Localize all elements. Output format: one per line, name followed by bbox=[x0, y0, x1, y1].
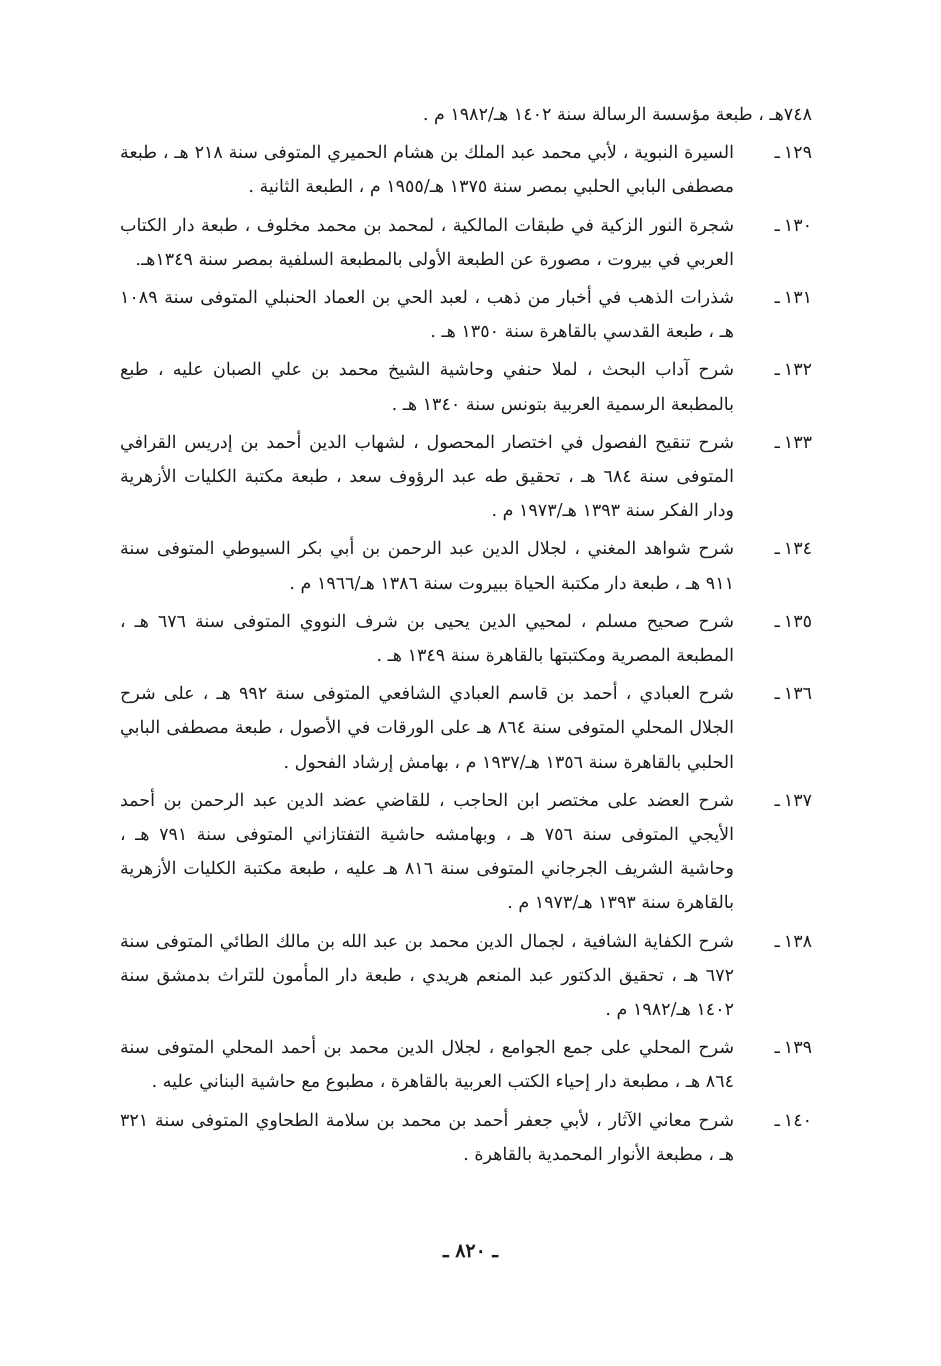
bibliography-entry-135 bbox=[120, 605, 812, 673]
entry-number: ١٣٧ـ bbox=[774, 790, 812, 811]
bibliography-entry-136 bbox=[120, 677, 812, 780]
entry-text: السيرة النبوية ، لأبي محمد عبد الملك بن هشام الحميري المتوفى سنة ٢١٨ هـ ، طبعة مصطفى البابي الحلبي بمصر سنة ١٣٧٥ هـ/١٩٥٥ م ، الطبعة الثانية . bbox=[120, 143, 734, 198]
bibliography-entry-continuation bbox=[120, 98, 812, 132]
entry-number: ١٢٩ـ bbox=[774, 143, 812, 164]
bibliography-entry-140 bbox=[120, 1104, 812, 1172]
entry-number: ١٣١ـ bbox=[774, 288, 812, 309]
bibliography-entry-132 bbox=[120, 353, 812, 421]
entry-number: ١٣٦ـ bbox=[774, 684, 812, 705]
entry-number: ١٣٤ـ bbox=[774, 539, 812, 560]
bibliography-list bbox=[120, 98, 812, 1176]
entry-text: شذرات الذهب في أخبار من ذهب ، لعبد الحي بن العماد الحنبلي المتوفى سنة ١٠٨٩ هـ ، طبعة القدسي بالقاهرة سنة ١٣٥٠ هـ . bbox=[120, 288, 734, 343]
entry-text: شرح العبادي ، أحمد بن قاسم العبادي الشافعي المتوفى سنة ٩٩٢ هـ ، على شرح الجلال المحلي المتوفى سنة ٨٦٤ هـ على الورقات في الأصول ، طبعة مصطفى البابي الحلبي بالقاهرة سنة ١٣٥٦ هـ/١٩٣٧ م ، بهامش إرشاد الفحول . bbox=[120, 684, 734, 773]
entry-text: شرح صحيح مسلم ، لمحيي الدين يحيى بن شرف النووي المتوفى سنة ٦٧٦ هـ ، المطبعة المصرية ومكتبتها بالقاهرة سنة ١٣٤٩ هـ . bbox=[120, 611, 734, 667]
bibliography-entry-138 bbox=[120, 925, 812, 1028]
entry-text: شرح آداب البحث ، لملا حنفي وحاشية الشيخ محمد بن علي الصبان عليه ، طبع بالمطبعة الرسمية العربية بتونس سنة ١٣٤٠ هـ . bbox=[120, 360, 734, 415]
entry-text: شرح الكفاية الشافية ، لجمال الدين محمد بن عبد الله بن مالك الطائي المتوفى سنة ٦٧٢ هـ ، تحقيق الدكتور عبد المنعم هريدي ، طبعة دار المأمون للتراث بدمشق سنة ١٤٠٢ هـ/١٩٨٢ م . bbox=[120, 931, 734, 1021]
page-number: ـ ٨٢٠ ـ bbox=[443, 1240, 498, 1262]
entry-text: شرح تنقيح الفصول في اختصار المحصول ، لشهاب الدين أحمد بن إدريس القرافي المتوفى سنة ٦٨٤ هـ ، تحقيق طه عبد الرؤوف سعد ، طبعة مكتبة الكليات الأزهرية ودار الفكر سنة ١٣٩٣ هـ/١٩٧٣ م . bbox=[120, 432, 734, 522]
entry-number: ١٣٣ـ bbox=[774, 432, 812, 453]
entry-number: ١٣٠ـ bbox=[774, 215, 812, 236]
bibliography-entry-139 bbox=[120, 1031, 812, 1099]
entry-text: شرح شواهد المغني ، لجلال الدين عبد الرحمن بن أبي بكر السيوطي المتوفى سنة ٩١١ هـ ، طبعة دار مكتبة الحياة ببيروت سنة ١٣٨٦ هـ/١٩٦٦ م . bbox=[120, 539, 734, 594]
bibliography-entry-131 bbox=[120, 281, 812, 349]
bibliography-entry-133 bbox=[120, 426, 812, 529]
entry-text: ٧٤٨هـ ، طبعة مؤسسة الرسالة سنة ١٤٠٢ هـ/١٩٨٢ م . bbox=[422, 105, 812, 125]
entry-text: شرح معاني الآثار ، لأبي جعفر أحمد بن محمد بن سلامة الطحاوي المتوفى سنة ٣٢١ هـ ، مطبعة الأنوار المحمدية بالقاهرة . bbox=[120, 1110, 734, 1165]
bibliography-entry-130 bbox=[120, 209, 812, 277]
entry-text: شرح المحلي على جمع الجوامع ، لجلال الدين محمد بن أحمد المحلي المتوفى سنة ٨٦٤ هـ ، مطبعة دار إحياء الكتب العربية بالقاهرة ، مطبوع مع حاشية البناني عليه . bbox=[120, 1038, 734, 1093]
bibliography-entry-137 bbox=[120, 784, 812, 921]
entry-number: ١٣٨ـ bbox=[774, 931, 812, 952]
bibliography-entry-129 bbox=[120, 136, 812, 204]
entry-number: ١٣٢ـ bbox=[774, 360, 812, 381]
bibliography-entry-134 bbox=[120, 532, 812, 600]
entry-text: شرح العضد على مختصر ابن الحاجب ، للقاضي عضد الدين عبد الرحمن بن أحمد الأيجي المتوفى سنة ٧٥٦ هـ ، وبهامشه حاشية التفتازاني المتوفى سنة ٧٩١ هـ ، وحاشية الشريف الجرجاني المتوفى سنة ٨١٦ هـ عليه ، طبعة مكتبة الكليات الأزهرية بالقاهرة سنة ١٣٩٣ هـ/١٩٧٣ م . bbox=[120, 790, 734, 914]
entry-text: شجرة النور الزكية في طبقات المالكية ، لمحمد بن محمد مخلوف ، طبعة دار الكتاب العربي في بيروت ، مصورة عن الطبعة الأولى بالمطبعة السلفية بمصر سنة ١٣٤٩هـ. bbox=[120, 215, 734, 270]
entry-number: ١٣٥ـ bbox=[774, 611, 812, 632]
entry-number: ١٤٠ـ bbox=[774, 1110, 812, 1131]
entry-number: ١٣٩ـ bbox=[774, 1038, 812, 1059]
